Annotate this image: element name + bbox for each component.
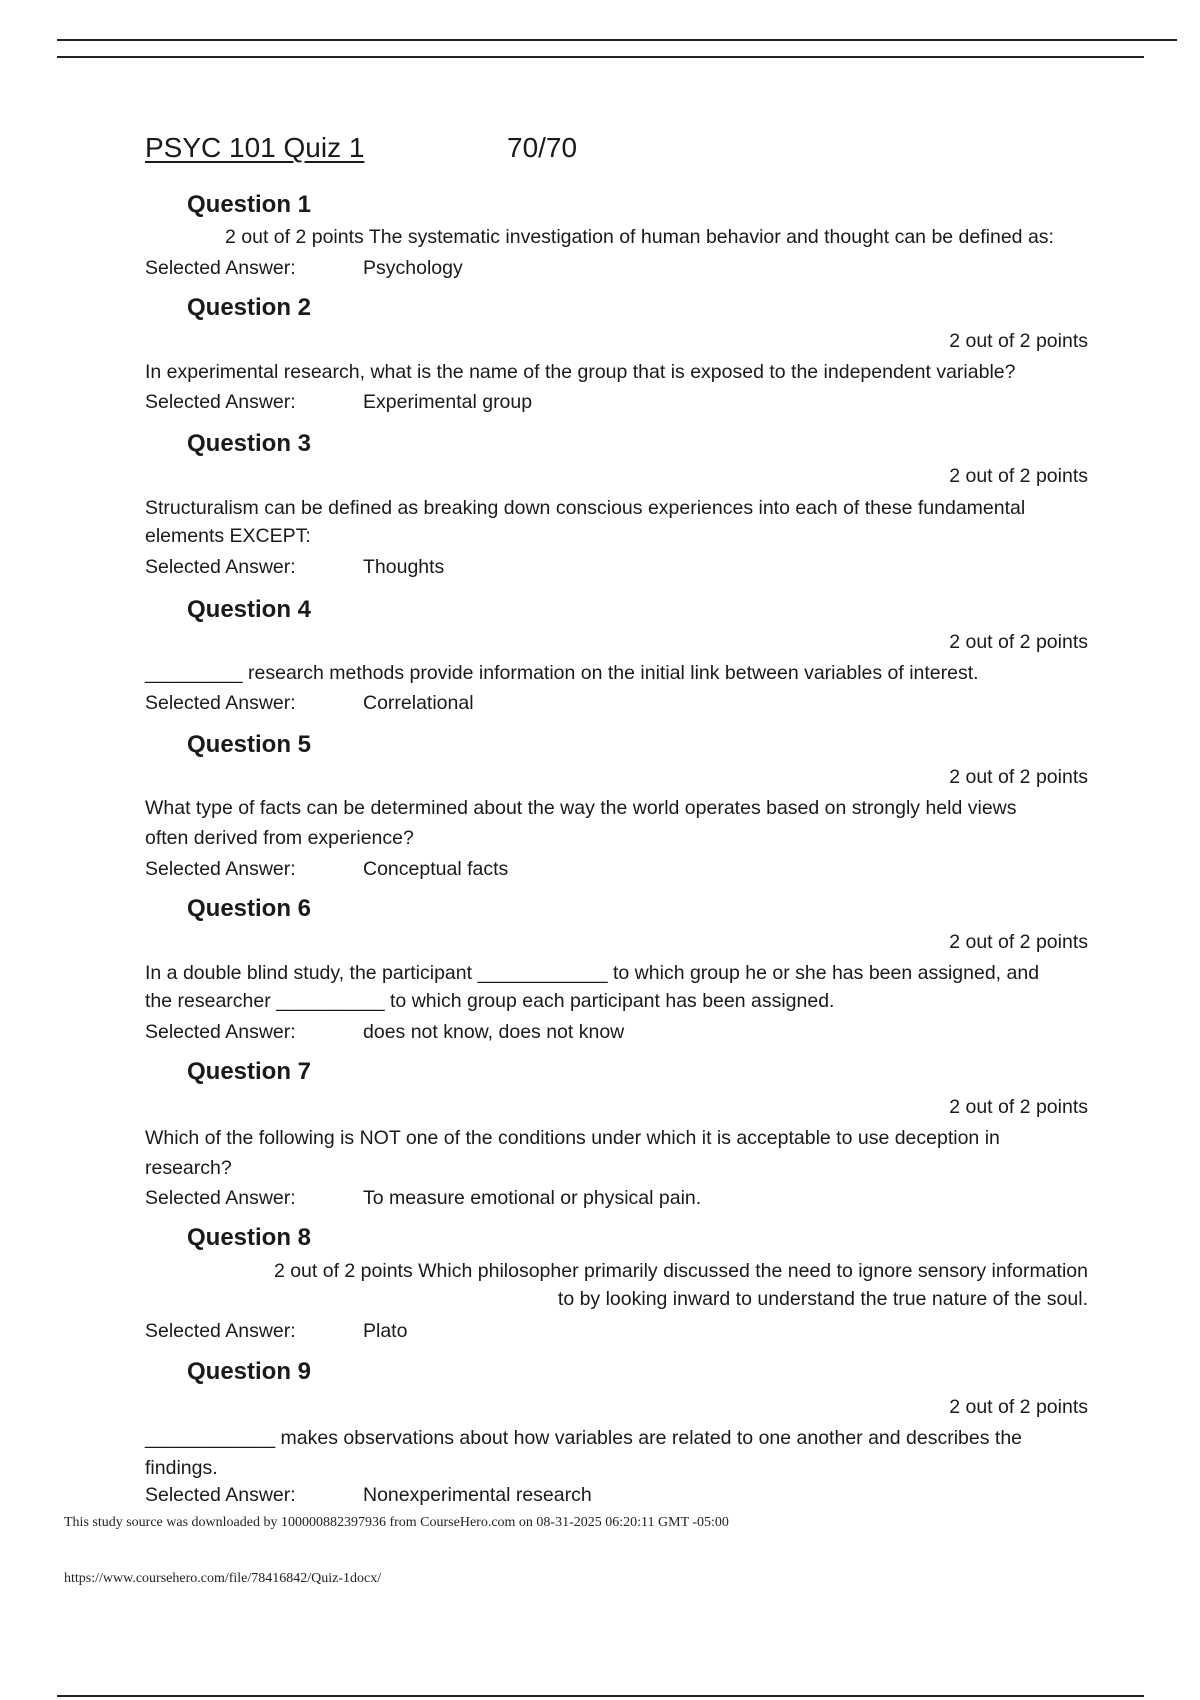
- top-rule-1: [57, 39, 1177, 41]
- question-text: elements EXCEPT:: [145, 525, 311, 547]
- selected-answer-label: Selected Answer:: [145, 1320, 296, 1342]
- question-heading: Question 8: [187, 1224, 312, 1251]
- selected-answer-label: Selected Answer:: [145, 692, 296, 714]
- question-points: 2 out of 2 points: [949, 465, 1088, 487]
- selected-answer-value: Psychology: [363, 257, 463, 279]
- question-points: 2 out of 2 points: [949, 766, 1088, 788]
- quiz-score: 70/70: [507, 132, 578, 163]
- question-prompt: [274, 1257, 1088, 1286]
- selected-answer-value: Nonexperimental research: [363, 1484, 592, 1506]
- question-text: Which philosopher primarily discussed the need to ignore sensory information: [418, 1260, 1088, 1282]
- selected-answer-value: Thoughts: [363, 556, 445, 578]
- question-text: findings.: [145, 1457, 218, 1479]
- question-text: Structuralism can be defined as breaking down conscious experiences into each of these fundamental: [145, 497, 1026, 519]
- question-text: the researcher __________ to which group each participant has been assigned.: [145, 990, 835, 1012]
- question-text: In a double blind study, the participant ____________ to which group he or she has been assigned, and: [145, 962, 1040, 984]
- question-text: to by looking inward to understand the true nature of the soul.: [557, 1288, 1088, 1310]
- download-note: This study source was downloaded by 100000882397936 from CourseHero.com on 08-31-2025 06:20:11 GMT -05:00: [64, 1515, 729, 1530]
- selected-answer-label: Selected Answer:: [145, 858, 296, 880]
- question-text: Which of the following is NOT one of the conditions under which it is acceptable to use deception in: [145, 1127, 1000, 1149]
- selected-answer-label: Selected Answer:: [145, 257, 296, 279]
- selected-answer-label: Selected Answer:: [145, 391, 296, 413]
- question-heading: Question 3: [187, 430, 312, 457]
- selected-answer-value: does not know, does not know: [363, 1021, 625, 1043]
- question-heading: Question 7: [187, 1058, 312, 1085]
- question-points: 2 out of 2 points: [949, 631, 1088, 653]
- source-url[interactable]: https://www.coursehero.com/file/78416842/Quiz-1docx/: [64, 1571, 382, 1586]
- page-title: PSYC 101 Quiz 1: [145, 132, 365, 163]
- top-rule-2: [57, 56, 1144, 58]
- question-text: What type of facts can be determined about the way the world operates based on strongly held views: [145, 797, 1017, 819]
- selected-answer-label: Selected Answer:: [145, 556, 296, 578]
- selected-answer-value: Plato: [363, 1320, 408, 1342]
- question-heading: Question 6: [187, 895, 312, 922]
- question-heading: Question 5: [187, 731, 312, 758]
- question-heading: Question 9: [187, 1358, 312, 1385]
- selected-answer-label: Selected Answer:: [145, 1021, 296, 1043]
- question-text: often derived from experience?: [145, 827, 414, 849]
- question-points: 2 out of 2 points: [949, 931, 1088, 953]
- question-points: 2 out of 2 points: [273, 1260, 413, 1282]
- question-heading: Question 1: [187, 191, 312, 218]
- question-text: The systematic investigation of human behavior and thought can be defined as:: [368, 226, 1054, 248]
- question-heading: Question 4: [187, 596, 312, 623]
- selected-answer-label: Selected Answer:: [145, 1187, 296, 1209]
- question-points: 2 out of 2 points: [949, 330, 1088, 352]
- selected-answer-value: Conceptual facts: [363, 858, 509, 880]
- bottom-rule: [57, 1695, 1144, 1697]
- selected-answer-value: To measure emotional or physical pain.: [363, 1187, 702, 1209]
- question-points: 2 out of 2 points: [225, 226, 364, 248]
- question-prompt: [225, 223, 1054, 252]
- question-heading: Question 2: [187, 294, 312, 321]
- selected-answer-label: Selected Answer:: [145, 1484, 296, 1506]
- question-text: In experimental research, what is the name of the group that is exposed to the independent variable?: [145, 361, 1016, 383]
- question-text: _________ research methods provide information on the initial link between variables of interest.: [145, 662, 979, 684]
- selected-answer-value: Experimental group: [363, 391, 533, 413]
- question-text: ____________ makes observations about how variables are related to one another and describes the: [145, 1427, 1023, 1449]
- selected-answer-value: Correlational: [363, 692, 474, 714]
- question-points: 2 out of 2 points: [949, 1096, 1088, 1118]
- question-points: 2 out of 2 points: [949, 1396, 1088, 1418]
- question-text: research?: [145, 1157, 232, 1179]
